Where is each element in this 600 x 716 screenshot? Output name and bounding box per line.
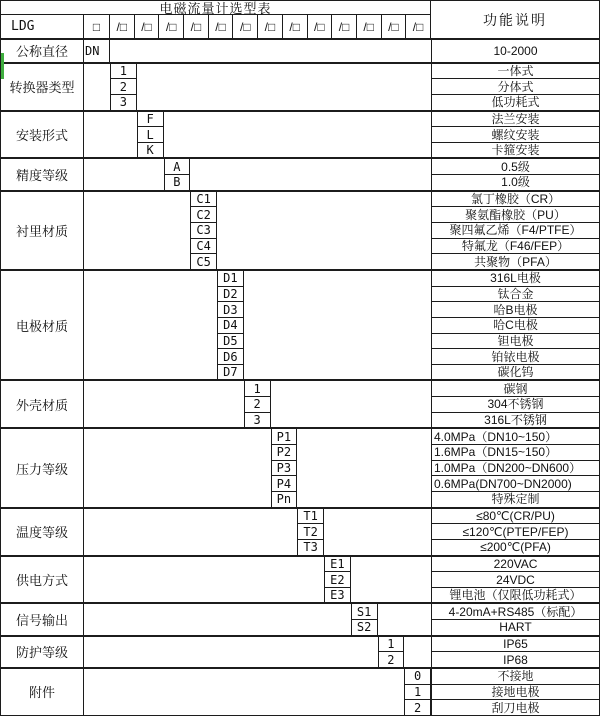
code-slot-box: /□ [184,15,209,38]
option-code-cell: E2 [325,572,350,588]
option-desc-cell: 0.5级 [432,159,599,175]
function-column [431,381,599,427]
code-column [84,40,110,62]
code-slot-box: /□ [308,15,333,38]
code-slot-box: /□ [209,15,234,38]
function-column [431,669,599,715]
category-block-2 [1,110,599,158]
category-label: 电极材质 [1,271,84,380]
option-desc-cell: 氯丁橡胶（CR） [432,192,599,208]
code-column [404,669,431,715]
option-code-cell: 3 [253,413,261,428]
option-code-cell: B [173,175,181,190]
code-slot-box: /□ [258,15,283,38]
function-column-header: 功能说明 [483,11,547,28]
option-desc-cell: 共聚物（PFA） [474,254,557,269]
merged-empty-cell [84,271,217,380]
code-column [324,557,351,603]
option-code-cell: P2 [272,445,297,461]
category-block-6 [1,379,599,427]
code-slot-box: /□ [357,15,382,38]
code-slot-box: /□ [382,15,407,38]
merged-empty-cell [84,557,324,603]
option-desc-cell: ≤120℃(PTEP/FEP) [432,524,599,540]
category-label: 信号输出 [1,604,84,634]
option-code-cell: 1 [245,381,270,397]
option-code-cell: 3 [119,95,127,110]
option-code-cell: A [165,159,190,175]
category-block-5 [1,269,599,380]
category-block-8 [1,507,599,555]
category-block-12 [1,667,599,715]
merged-empty-cell [351,557,431,603]
code-box-dn: □ [84,15,110,38]
option-code-cell: 2 [111,79,136,95]
option-code-cell: D2 [218,287,243,303]
code-column [351,604,378,634]
merged-empty-cell [164,112,432,158]
category-block-10 [1,602,599,634]
option-desc-cell: 钛合金 [432,287,599,303]
option-code-cell: 0 [405,669,430,685]
page-title: 电磁流量计选型表 [1,1,430,15]
category-block-0 [1,40,599,62]
option-code-cell: C3 [191,223,216,239]
option-code-cell: C4 [191,239,216,255]
category-label: 防护等级 [1,637,84,667]
option-desc-cell: 碳钢 [432,381,599,397]
function-column [431,192,599,269]
function-column [431,637,599,667]
option-code-cell: T1 [298,509,323,525]
code-slot-box: /□ [332,15,357,38]
option-desc-cell: 卡箍安装 [491,143,540,158]
model-prefix: LDG [1,15,84,38]
merged-empty-cell [84,192,190,269]
merged-empty-cell [84,604,351,634]
option-code-cell: E1 [325,557,350,573]
merged-empty-cell [137,64,431,110]
category-block-1 [1,62,599,110]
merged-empty-cell [404,637,431,667]
merged-empty-cell [84,381,244,427]
option-desc-cell: 接地电极 [432,685,599,701]
function-column [431,64,599,110]
option-desc-cell: 1.6MPa（DN15~150） [432,445,599,461]
option-desc-cell: 铂铱电极 [432,349,599,365]
option-desc-cell: 24VDC [432,572,599,588]
merged-empty-cell [110,40,431,62]
code-slot-box: /□ [135,15,160,38]
option-desc-cell: IP68 [503,652,528,667]
header-left [1,1,431,38]
option-desc-cell: 特氟龙（F46/FEP） [432,239,599,255]
merged-empty-cell [84,112,137,158]
merged-empty-cell [271,381,432,427]
option-desc-cell: 4-20mA+RS485（标配） [432,604,599,620]
category-label: 安装形式 [1,112,84,158]
function-column [431,40,599,62]
option-desc-cell: 锂电池（仅限低功耗式） [449,588,582,603]
option-code-cell: P1 [272,429,297,445]
category-block-4 [1,190,599,269]
option-desc-cell: 304不锈钢 [432,397,599,413]
function-column [431,429,599,506]
option-desc-cell: 10-2000 [493,43,538,58]
option-code-cell: S1 [352,604,377,620]
option-desc-cell: 碳化钨 [497,365,534,380]
option-code-cell: 2 [414,700,422,715]
category-block-9 [1,555,599,603]
option-code-cell: C5 [196,254,211,269]
merged-empty-cell [244,271,431,380]
category-block-3 [1,157,599,189]
merged-empty-cell [217,192,431,269]
table-body [1,40,599,715]
option-code-cell: S2 [356,620,372,635]
option-code-cell: D3 [218,302,243,318]
option-code-cell: E3 [330,588,345,603]
option-code-cell: DN [85,43,100,58]
merged-empty-cell [324,509,431,555]
category-label: 精度等级 [1,159,84,189]
code-column [190,192,217,269]
scan-artifact-mark [1,53,4,79]
option-code-cell: Pn [276,492,292,507]
option-code-cell: P4 [272,476,297,492]
function-column [431,509,599,555]
code-column [244,381,271,427]
code-slot-box: /□ [412,19,424,34]
option-desc-cell: 法兰安装 [432,112,599,128]
category-label: 衬里材质 [1,192,84,269]
model-code-row [1,15,430,38]
merged-empty-cell [84,429,271,506]
option-code-cell: C2 [191,207,216,223]
code-slot-strip [110,15,430,38]
option-desc-cell: 不接地 [432,669,599,685]
code-slot-box: /□ [233,15,258,38]
option-code-cell: K [146,143,154,158]
function-column [431,159,599,189]
merged-empty-cell [297,429,431,506]
option-desc-cell: 316L电极 [432,271,599,287]
function-column [431,271,599,380]
option-code-cell: D1 [218,271,243,287]
merged-empty-cell [378,604,432,634]
option-code-cell: D5 [218,334,243,350]
function-column [431,557,599,603]
option-desc-cell: ≤80℃(CR/PU) [432,509,599,525]
option-code-cell: T2 [298,524,323,540]
option-desc-cell: 哈B电极 [432,302,599,318]
category-block-11 [1,635,599,667]
option-desc-cell: 刮刀电极 [491,700,540,715]
option-code-cell: D4 [218,318,243,334]
option-desc-cell: HART [499,620,532,635]
code-column [164,159,191,189]
option-desc-cell: 分体式 [432,79,599,95]
function-column [431,604,599,634]
option-desc-cell: 1.0级 [501,175,530,190]
option-code-cell: 2 [245,397,270,413]
option-desc-cell: 316L不锈钢 [484,413,547,428]
code-column [217,271,244,380]
code-column [110,64,137,110]
category-label: 转换器类型 [1,64,84,110]
merged-empty-cell [84,159,164,189]
category-block-7 [1,427,599,506]
category-label: 压力等级 [1,429,84,506]
option-desc-cell: 螺纹安装 [432,127,599,143]
merged-empty-cell [84,637,378,667]
option-code-cell: 2 [387,652,395,667]
option-desc-cell: 一体式 [432,64,599,80]
option-desc-cell: 4.0MPa（DN10~150） [432,429,599,445]
option-code-cell: L [138,127,163,143]
option-code-cell: T3 [303,540,318,555]
option-desc-cell: 0.6MPa(DN700~DN2000) [432,476,599,492]
category-label: 外壳材质 [1,381,84,427]
category-label: 公称直径 [1,40,84,62]
option-desc-cell: 低功耗式 [491,95,540,110]
code-column [271,429,298,506]
merged-empty-cell [84,64,110,110]
merged-empty-cell [84,669,404,715]
category-label: 温度等级 [1,509,84,555]
category-label: 供电方式 [1,557,84,603]
code-slot-box: /□ [283,15,308,38]
table-header [1,1,599,40]
option-code-cell: P3 [272,461,297,477]
option-desc-cell: 聚氨酯橡胶（PU） [432,207,599,223]
merged-empty-cell [190,159,431,189]
option-desc-cell: 钽电极 [432,334,599,350]
option-code-cell: C1 [191,192,216,208]
category-label: 附件 [1,669,84,715]
option-desc-cell: 聚四氟乙烯（F4/PTFE） [432,223,599,239]
option-code-cell: 1 [379,637,404,653]
option-desc-cell: ≤200℃(PFA) [480,540,551,555]
merged-empty-cell [84,509,297,555]
code-slot-box: /□ [159,15,184,38]
option-desc-cell: 哈C电极 [432,318,599,334]
code-slot-box: /□ [110,15,135,38]
option-desc-cell: 特殊定制 [491,492,540,507]
option-code-cell: D6 [218,349,243,365]
option-code-cell: 1 [111,64,136,80]
code-column [378,637,405,667]
option-desc-cell: IP65 [432,637,599,653]
code-column [297,509,324,555]
option-desc-cell: 1.0MPa（DN200~DN600） [432,461,599,477]
option-code-cell: 1 [405,685,430,701]
option-code-cell: D7 [223,365,238,380]
option-code-cell: F [138,112,163,128]
code-column [137,112,164,158]
option-desc-cell: 220VAC [432,557,599,573]
function-column [431,112,599,158]
